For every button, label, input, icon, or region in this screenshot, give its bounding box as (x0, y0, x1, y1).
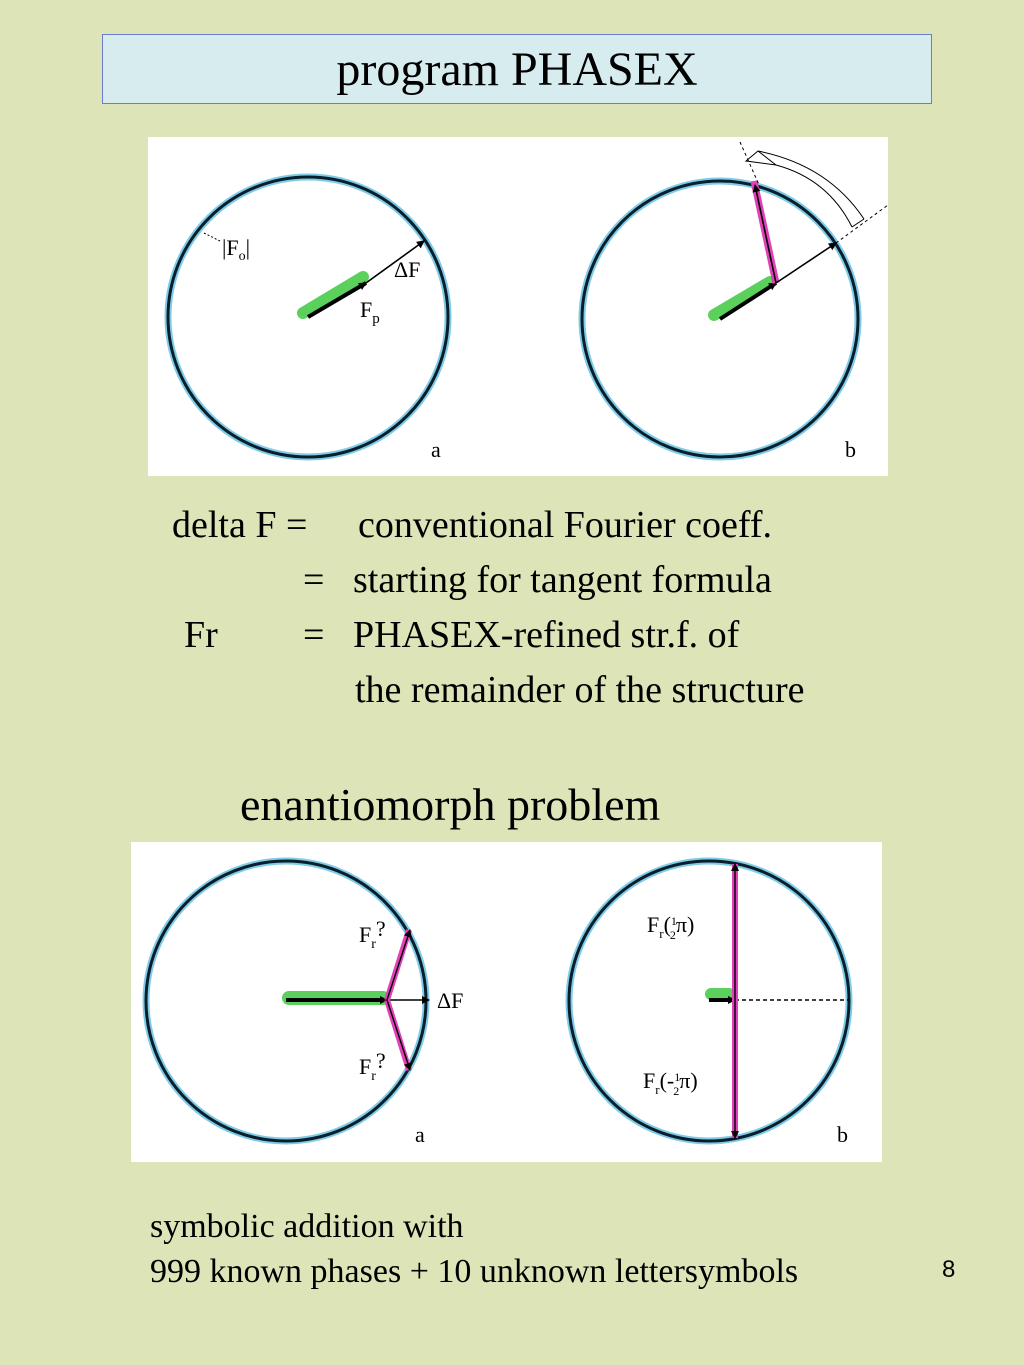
definition-3-term: Fr (184, 614, 218, 656)
top-panel-a (168, 177, 448, 462)
fo-pointer (204, 233, 220, 241)
fr-top-arrow (387, 930, 410, 1000)
page-number: 8 (942, 1256, 956, 1283)
fr-minus-half-pi-label: $F_r(-^1$ 2π) (643, 1068, 698, 1098)
deltaF-label: ΔF (394, 257, 421, 282)
panel-b-caption: b (837, 1122, 848, 1147)
footer-line-1: symbolic addition with (150, 1208, 464, 1245)
definition-3-eq: = (303, 614, 325, 656)
fr-bottom-arrow (387, 1000, 410, 1070)
deltaF-arrow (776, 243, 836, 283)
panel-a-caption: a (431, 437, 441, 462)
top-figure (148, 137, 888, 476)
panel-a-caption: a (415, 1122, 425, 1147)
deltaF-label: ΔF (437, 988, 464, 1013)
fp-label: $F_p$ (360, 297, 380, 327)
definition-4-desc: the remainder of the structure (355, 669, 805, 711)
fo-label: $|F_o|$ (222, 235, 251, 264)
bottom-figure-svg (131, 842, 882, 1162)
fr-arrow (755, 185, 776, 283)
fr-top-label: $F_r$? (359, 916, 386, 952)
definition-2-desc: starting for tangent formula (353, 559, 772, 601)
fr-half-pi-label: $F_r(^1$ 2π) (647, 912, 695, 942)
fr-bottom-label: $F_r$? (359, 1048, 386, 1084)
bottom-panel-b (569, 861, 849, 1147)
definition-2-term: = (303, 559, 325, 601)
definition-3-desc: PHASEX-refined str.f. of (353, 614, 740, 656)
slide-title: program PHASEX (102, 34, 932, 104)
bottom-panel-a (146, 861, 463, 1147)
definition-1-desc: conventional Fourier coeff. (358, 504, 772, 546)
top-panel-b (582, 142, 888, 462)
fp-green-highlight (303, 277, 363, 313)
top-figure-svg (148, 137, 888, 476)
section-heading: enantiomorph problem (240, 779, 661, 830)
fp-green-highlight (714, 282, 770, 315)
definition-1-term: delta F = (172, 504, 308, 546)
rotation-axis-2 (836, 205, 888, 243)
bottom-figure (131, 842, 882, 1162)
footer-line-2: 999 known phases + 10 unknown lettersymbols (150, 1253, 799, 1290)
panel-b-caption: b (845, 437, 856, 462)
